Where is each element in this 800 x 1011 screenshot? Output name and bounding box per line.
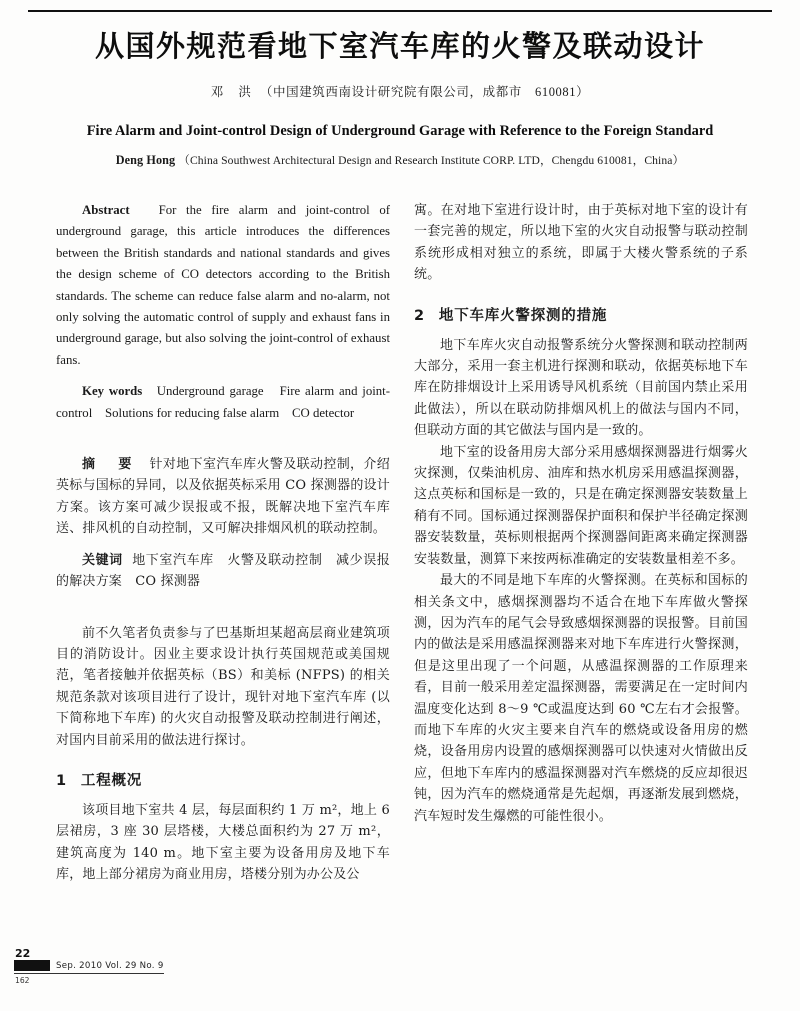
abstract-chinese-text: 针对地下室汽车库火警及联动控制，介绍英标与国标的异同，以及依据英标采用 CO 探测器的设计方案。该方案可减少误报或不报，既解决地下室汽车库送、排风机的自动控制，又可解决排烟风机的联动控制。 bbox=[56, 457, 390, 537]
author-name-english: Deng Hong bbox=[115, 153, 176, 168]
intro-paragraph: 前不久笔者负责参与了巴基斯坦某超高层商业建筑项目的消防设计。因业主要求设计执行英国规范或美国规范，笔者接触并依据英标（BS）和美标 (NFPS) 的相关规范条款对该项目进行了设计，现针对地下室汽车库 (以下简称地下车库) 的火灾自动报警及联动控制进行阐述，对国内目前采用的做法进行探讨。 bbox=[56, 625, 390, 748]
section-2-paragraph-1: 地下车库火灾自动报警系统分火警探测和联动控制两大部分，采用一套主机进行探测和联动，依据英标地下车库在防排烟设计上采用诱导风机系统（目前国内禁止采用此做法），所以在联动防排烟风机上的做法与国内不同，但联动方面的其它做法与国内是一致的。 bbox=[414, 337, 748, 439]
section-1-title: 工程概况 bbox=[80, 772, 143, 789]
section-2-title: 地下车库火警探测的措施 bbox=[438, 307, 608, 324]
author-name-chinese: 邓 洪 bbox=[210, 84, 257, 99]
section-2-paragraph-2: 地下室的设备用房大部分采用感烟探测器进行烟雾火灾探测，仅柴油机房、油库和热水机房采用感温探测器，这点英标和国标是一致的，只是在确定探测器安装数量上稍有不同。国标通过探测器保护面积和保护半径确定探测器安装数量，英标则根据两个探测器间距离来确定探测器安装数量，测算下来按两标准确定的安装数量相差不多。 bbox=[414, 444, 748, 567]
footer-folio-sub: 162 bbox=[15, 976, 30, 985]
section-heading-1 bbox=[56, 769, 390, 790]
page-number: 22 bbox=[15, 947, 31, 960]
footer-meta-row bbox=[14, 960, 314, 971]
section-heading-2 bbox=[414, 304, 748, 325]
abstract-label: Abstract bbox=[82, 203, 130, 217]
footer-rule-divider bbox=[14, 973, 164, 974]
keywords-chinese-paragraph bbox=[56, 550, 390, 593]
body-columns bbox=[56, 200, 748, 886]
abstract-text: For the fire alarm and joint-control of underground garage, this article introduces the differences between the British standards and national standards and gives the design scheme of CO detectors according to the British standards. The scheme can reduce false alarm and no-alarm, not only solving the automatic control of supply and exhaust fans in underground garage, but also solving the joint-control of exhaust fans. bbox=[56, 203, 390, 367]
author-affiliation-chinese: （中国建筑西南设计研究院有限公司，成都市 610081） bbox=[259, 84, 590, 99]
footer-black-bar bbox=[14, 960, 50, 971]
right-column bbox=[414, 200, 748, 886]
keywords-chinese-text: 地下室汽车库 火警及联动控制 减少误报的解决方案 CO 探测器 bbox=[56, 552, 390, 590]
author-affiliation-english: （China Southwest Architectural Design and Research Institute CORP. LTD，Chengdu 610081，China） bbox=[178, 154, 685, 168]
keywords-chinese-label: 关键词 bbox=[82, 552, 123, 568]
section-2-number: 2 bbox=[414, 307, 425, 324]
continuation-paragraph: 寓。在对地下室进行设计时，由于英标对地下室的设计有一套完善的规定，所以地下室的火灾自动报警与联动控制系统形成相对独立的系统，即属于大楼火警系统的子系统。 bbox=[414, 203, 748, 283]
page-title-english: Fire Alarm and Joint-control Design of Underground Garage with Reference to the Foreign Standard bbox=[86, 122, 714, 139]
abstract-chinese-paragraph bbox=[56, 454, 390, 540]
journal-issue-meta: Sep. 2010 Vol. 29 No. 9 bbox=[56, 960, 164, 971]
page-footer bbox=[14, 948, 314, 985]
abstract-chinese-label: 摘 要 bbox=[82, 457, 137, 473]
left-column bbox=[56, 200, 390, 886]
keywords-text: Underground garage Fire alarm and joint-control Solutions for reducing false alarm CO detector bbox=[56, 384, 390, 420]
page-title-chinese: 从国外规范看地下室汽车库的火警及联动设计 bbox=[94, 29, 705, 63]
author-line-english bbox=[28, 152, 772, 169]
article-header bbox=[28, 18, 772, 169]
abstract-paragraph bbox=[56, 200, 390, 371]
keywords-paragraph bbox=[56, 381, 390, 424]
keywords-label: Key words bbox=[82, 384, 143, 399]
author-line-chinese bbox=[28, 82, 772, 100]
section-1-number: 1 bbox=[56, 772, 67, 789]
section-1-paragraph: 该项目地下室共 4 层，每层面积约 1 万 m²，地上 6 层裙房，3 座 30 层塔楼，大楼总面积约为 27 万 m²，建筑高度为 140 m。地下室主要为设备用房及地下车库，地上部分裙房为商业用房，塔楼分别为办公及公 bbox=[56, 802, 390, 883]
section-2-paragraph-3: 最大的不同是地下车库的火警探测。在英标和国标的相关条文中，感烟探测器均不适合在地下车库做火警探测，因为汽车的尾气会导致感烟探测器的误报警。目前国内的做法是采用感温探测器来对地下车库进行火警探测，但是这里出现了一个问题，从感温探测器的工作原理来看，目前一般采用差定温探测器，需要满足在一定时间内温度变化达到 8～9 ℃或温度达到 60 ℃左右才会报警。而地下车库的火灾主要来自汽车的燃烧或设备用房的燃烧，设备用房内设置的感烟探测器可以快速对火情做出反应，但地下车库内的感温探测器对汽车燃烧的反应却很迟钝，因为汽车的燃烧通常是先起烟，再逐渐发展到燃烧，汽车短时发生爆燃的可能性很小。 bbox=[414, 573, 748, 824]
top-rule-divider bbox=[28, 10, 772, 12]
